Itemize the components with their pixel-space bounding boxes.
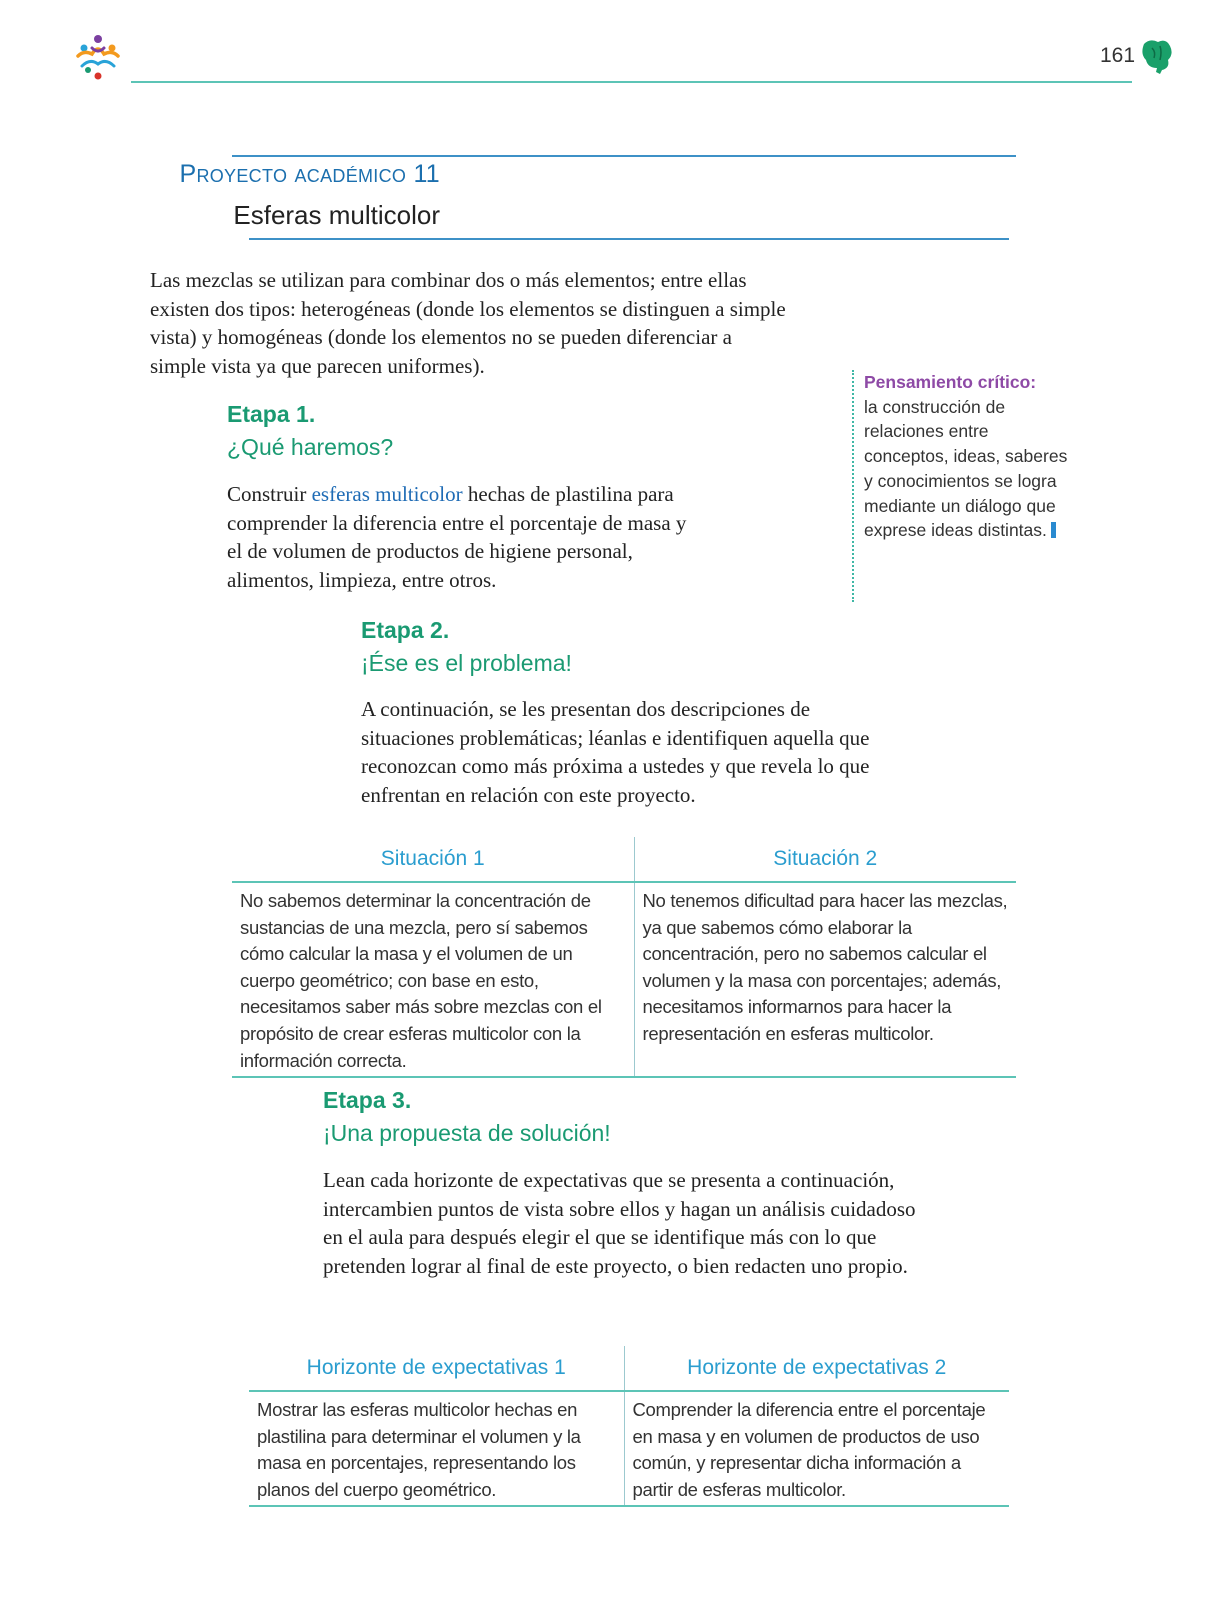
etapa1-question: ¿Qué haremos?	[227, 434, 394, 460]
etapa1-paragraph	[227, 480, 697, 594]
table-row	[232, 882, 1016, 1077]
etapa3-paragraph: Lean cada horizonte de expectativas que se presenta a continuación, intercambien puntos de vista sobre ellos y hagan un análisis cuidadoso en el aula para después elegir el que se identifique más con lo que pretenden lograr al final de este proyecto, o bien redacten uno propio.	[323, 1168, 916, 1278]
horizon-2-header: Horizonte de expectativas 2	[624, 1346, 1009, 1391]
intro-paragraph: Las mezclas se utilizan para combinar dos o más elementos; entre ellas existen dos tipos: heterogéneas (donde los elementos se distinguen a simple vista) y homogéneas (donde los elementos no se pueden diferenciar a simple vista ya que parecen uniformes).	[150, 268, 786, 378]
etapa3-heading: Etapa 3.	[323, 1087, 412, 1113]
etapa2-heading: Etapa 2.	[361, 617, 450, 643]
etapa1-text-start: Construir	[227, 482, 312, 506]
project-subtitle: Esferas multicolor	[233, 200, 440, 230]
note-title: Pensamiento crítico:	[864, 372, 1037, 392]
end-mark-icon	[1051, 522, 1056, 538]
etapa2-question: ¡Ése es el problema!	[361, 650, 572, 676]
title-rule-top	[232, 155, 1016, 157]
etapa1-heading: Etapa 1.	[227, 401, 316, 427]
horizon-2-text: Comprender la diferencia entre el porcentaje en masa y en volumen de productos de uso común, y representar dicha información a partir de esferas multicolor.	[624, 1391, 1009, 1506]
table-row	[249, 1391, 1009, 1506]
situation-2-header: Situación 2	[634, 837, 1016, 882]
etapa3-question: ¡Una propuesta de solución!	[323, 1120, 611, 1146]
situations-table	[232, 837, 1016, 1078]
green-leaf-icon	[1140, 38, 1174, 74]
title-rule-bottom	[249, 238, 1009, 240]
etapa1-text-end: hechas de plastilina para comprender la diferencia entre el porcentaje de masa y el de volumen de productos de higiene personal, alimentos, limpieza, entre otros.	[227, 482, 687, 592]
glossary-term-esferas[interactable]: esferas multicolor	[311, 482, 463, 506]
situation-1-header: Situación 1	[232, 837, 634, 882]
header-rule	[131, 81, 1132, 83]
situation-1-text: No sabemos determinar la concentración de sustancias de una mezcla, pero sí sabemos cómo calcular la masa y el volumen de un cuerpo geométrico; con base en esto, necesitamos saber más sobre mezclas con el propósito de crear esferas multicolor con la información correcta.	[240, 890, 602, 1071]
note-text: la construcción de relaciones entre conceptos, ideas, saberes y conocimientos se logra mediante un diálogo que exprese ideas distintas.	[864, 396, 1068, 541]
people-circle-logo-icon	[70, 30, 126, 86]
horizon-1-text: Mostrar las esferas multicolor hechas en plastilina para determinar el volumen y la masa en porcentajes, representando los planos del cuerpo geométrico.	[257, 1399, 581, 1500]
page-number: 161	[1100, 44, 1136, 67]
critical-thinking-note	[852, 370, 1074, 602]
etapa2-paragraph: A continuación, se les presentan dos descripciones de situaciones problemáticas; léanlas e identifiquen aquella que reconozcan como más próxima a ustedes y que revela lo que enfrentan en relación con este proyecto.	[361, 697, 870, 807]
horizons-table	[249, 1346, 1009, 1507]
horizon-1-header: Horizonte de expectativas 1	[249, 1346, 624, 1391]
situation-2-text: No tenemos dificultad para hacer las mezclas, ya que sabemos cómo elaborar la concentración, pero no sabemos calcular el volumen y la masa con porcentajes; además, necesitamos informarnos para hacer la representación en esferas multicolor.	[634, 882, 1016, 1077]
project-title: Proyecto académico 11	[179, 160, 440, 188]
